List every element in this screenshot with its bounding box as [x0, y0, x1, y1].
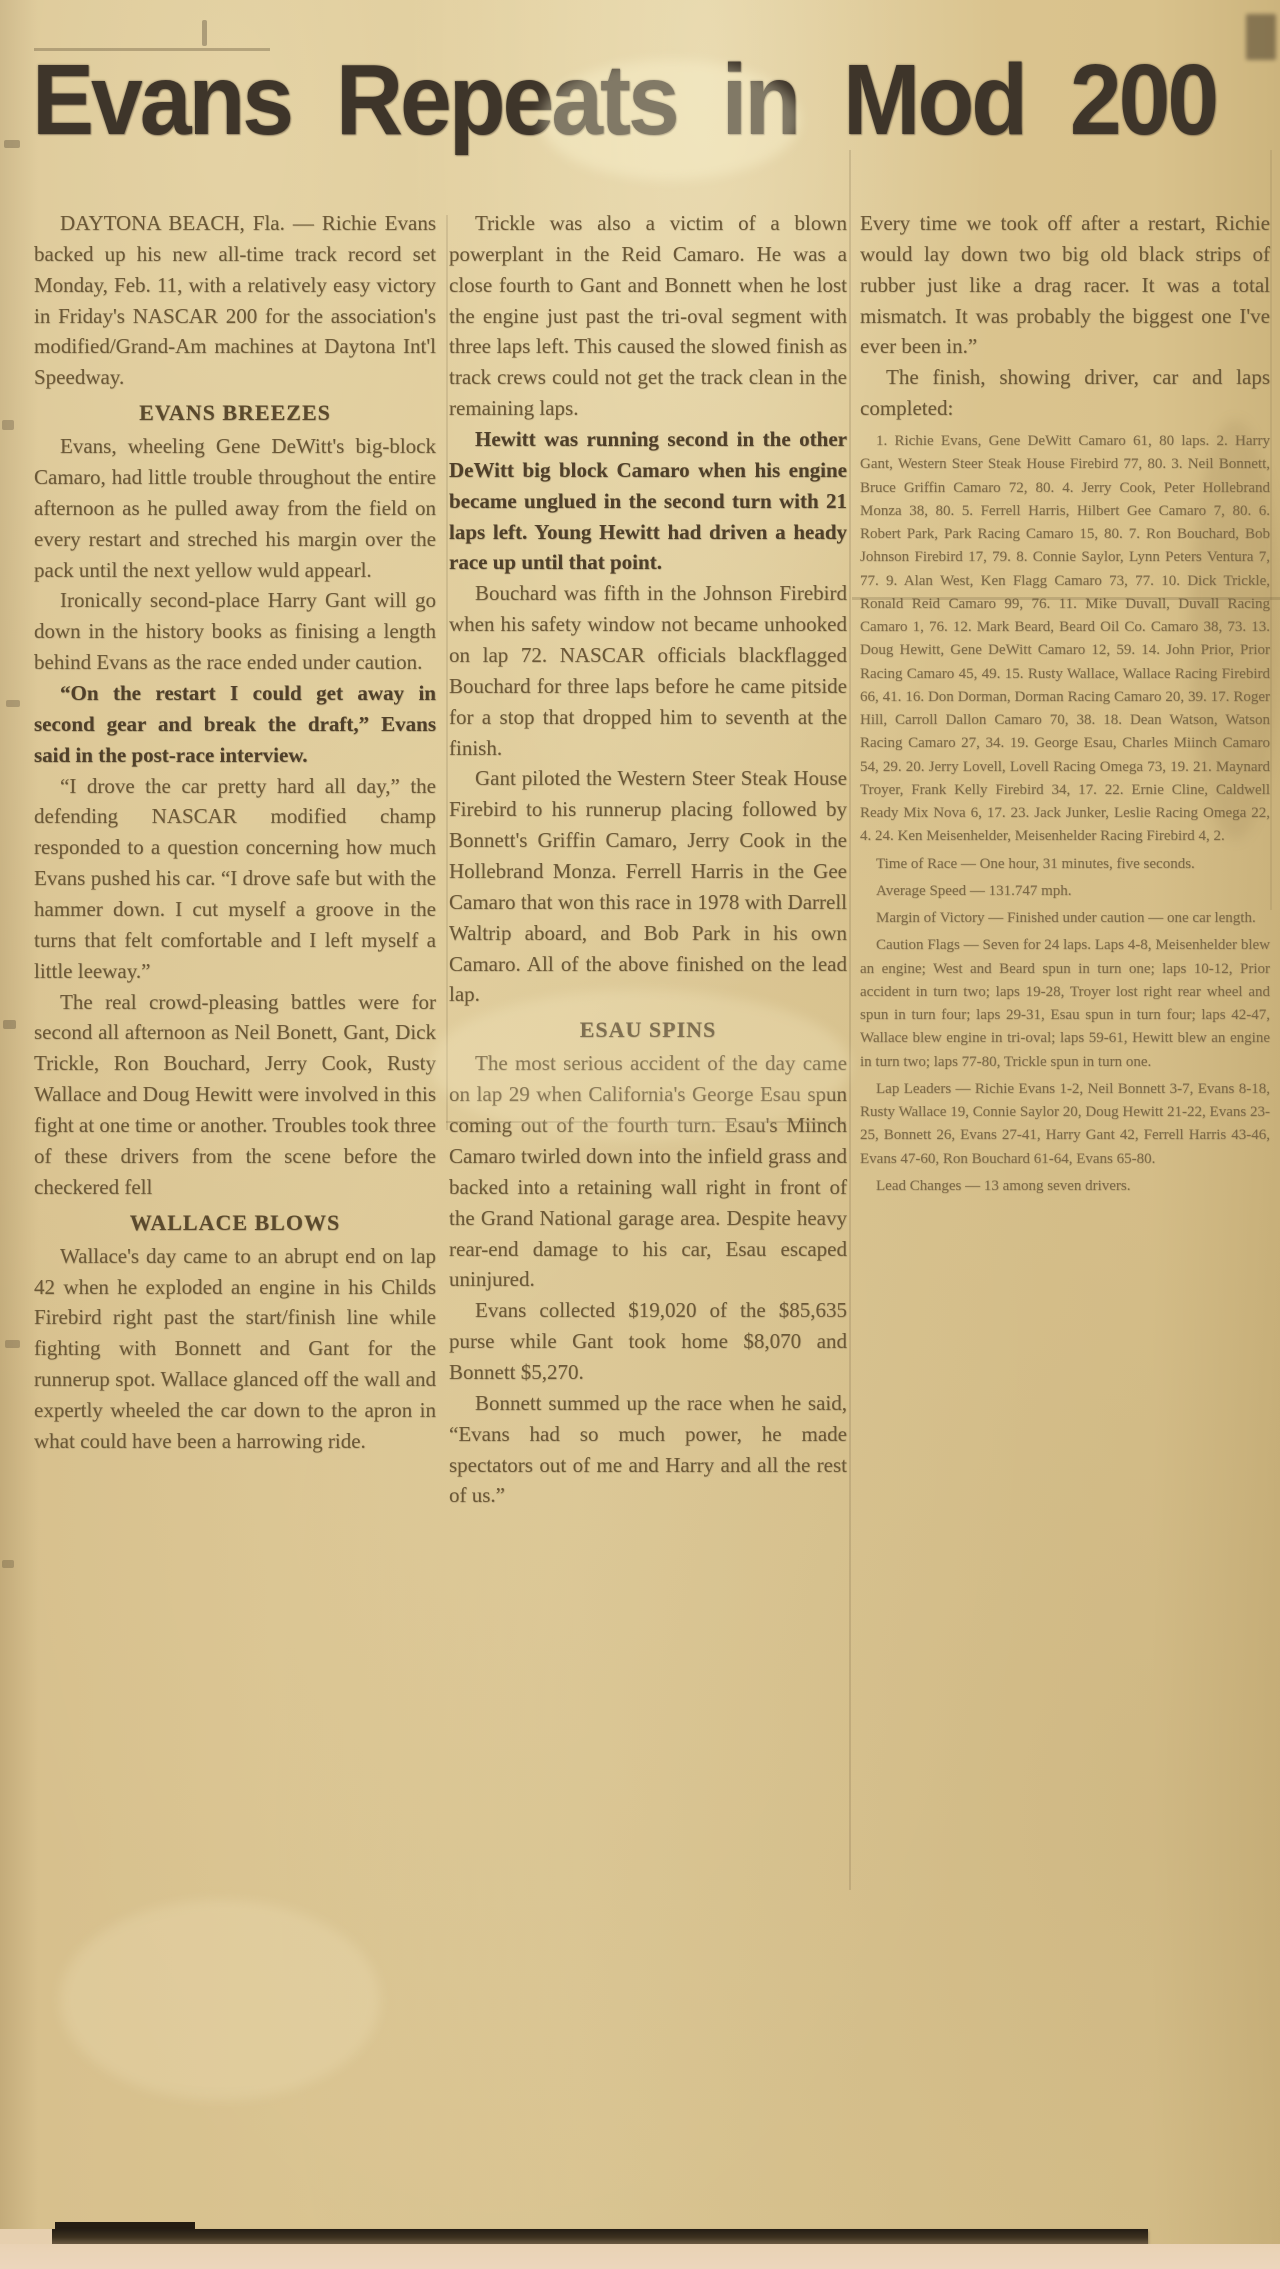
- paragraph: Bonnett summed up the race when he said, “Evans had so much power, he made spectators out of me and Harry and all the rest of us.”: [449, 1390, 847, 1508]
- edge-mark: [3, 1020, 16, 1029]
- caution-flags: Caution Flags — Seven for 24 laps. Laps 4-8, Meisenhelder blew an engine; West and Beard spun in turn one; laps 10-12, Prior accident in turn two; laps 19-28, Troyer lost right rear wheel and spun in turn four; laps 29-31, Esau spun in turn four; laps 42-47, Wallace blew engine in tri-oval; laps 59-61, Hewitt blew an engine in turn two; laps 77-80, Trickle spun in turn one.: [860, 937, 1270, 1070]
- paragraph: Wallace's day came to an abrupt end on lap 42 when he exploded an engine in his Childs Firebird right past the start/finish line while fighting with Bonnett and Gant for the runnerup spot. Wallace glanced off the wall and expertly wheeled the car down to the apron in what could have been a harrowing ride.: [34, 1243, 436, 1453]
- column-1: [34, 208, 436, 1511]
- column-rule: [446, 215, 448, 1130]
- paragraph: Trickle was also a victim of a blown powerplant in the Reid Camaro. He was a close fourth to Gant and Bonnett when he lost the engine just past the tri-oval segment with three laps left. This caused the slowed finish as track crews could not get the track clean in the remaining laps.: [449, 211, 847, 421]
- paragraph: The real crowd-pleasing battles were for second all afternoon as Neil Bonett, Gant, Dick Trickle, Ron Bouchard, Jerry Cook, Rusty Wallace and Doug Hewitt were involved in this fight at one time or another. Troubles took three of these drivers from the scene before the checkered fell: [34, 989, 436, 1199]
- average-speed: Average Speed — 131.747 mph.: [876, 882, 1072, 899]
- edge-mark: [2, 420, 14, 430]
- paper-stain: [60, 1900, 380, 2100]
- subhead-wallace-blows: WALLACE BLOWS: [129, 1209, 341, 1235]
- edge-mark: [4, 140, 20, 148]
- scan-background-strip: [0, 2244, 1280, 2269]
- paper-stain: [1190, 420, 1280, 840]
- edge-mark: [5, 1340, 20, 1348]
- headline: Evans Repeats in Mod 200: [32, 43, 1217, 156]
- paragraph-bold: Hewitt was running second in the other DeWitt big block Camaro when his engine became unglued in the second turn with 21 laps left. Young Hewitt had driven a heady race up until that point.: [449, 427, 847, 575]
- column-2: [449, 208, 847, 1511]
- lead-changes: Lead Changes — 13 among seven drivers.: [876, 1177, 1131, 1194]
- bottom-edge-bar: [52, 2229, 1148, 2244]
- article-columns: [34, 208, 1270, 1511]
- subhead-esau-spins: ESAU SPINS: [579, 1017, 717, 1043]
- paragraph: Gant piloted the Western Steer Steak House Firebird to his runnerup placing followed by Bonnett's Griffin Camaro, Jerry Cook in the Hollebrand Monza. Ferrell Harris in the Gee Camaro that won this race in 1978 with Darrell Waltrip aboard, and Bob Park in his own Camaro. All of the above finished on the lead lap.: [449, 766, 847, 1007]
- paragraph-quote-continuation: Every time we took off after a restart, Richie would lay down two big old black strips of rubber just like a drag racer. It was a total mismatch. It was probably the biggest one I've ever been in.”: [860, 211, 1270, 359]
- paragraph: Bouchard was fifth in the Johnson Firebird when his safety window not became unhooked on lap 72. NASCAR officials blackflagged Bouchard for three laps before he came pitside for a stop that dropped him to seventh at the finish.: [449, 581, 847, 760]
- paragraph-quote-bold: “On the restart I could get away in second gear and break the draft,” Evans said in the post-race interview.: [34, 681, 436, 767]
- corner-smudge: [1246, 14, 1276, 60]
- column-rule: [849, 150, 851, 1890]
- lap-leaders: Lap Leaders — Richie Evans 1-2, Neil Bonnett 3-7, Evans 8-18, Rusty Wallace 19, Connie Saylor 20, Doug Hewitt 21-22, Evans 23-25, Bonnett 26, Evans 27-41, Harry Gant 42, Ferrell Harris 43-46, Evans 47-60, Ron Bouchard 61-64, Evans 65-80.: [860, 1080, 1270, 1167]
- edge-mark: [6, 700, 20, 707]
- race-results: 1. Richie Evans, Gene DeWitt Camaro 61, 80 laps. 2. Harry Gant, Western Steer Steak House Firebird 77, 80. 3. Neil Bonnett, Bruce Griffin Camaro 72, 80. 4. Jerry Cook, Peter Hollebrand Monza 38, 80. 5. Ferrell Harris, Hilbert Gee Camaro 7, 80. 6. Robert Park, Park Racing Camaro 15, 80. 7. Ron Bouchard, Bob Johnson Firebird 17, 79. 8. Connie Saylor, Lynn Peters Ventura 7, 77. 9. Alan West, Ken Flagg Camaro 73, 77. 10. Dick Trickle, Ronald Reid Camaro 99, 76. 11. Mike Duvall, Duvall Racing Camaro 1, 76. 12. Mark Beard, Beard Oil Co. Camaro 38, 73. 13. Doug Hewitt, Gene DeWitt Camaro 12, 59. 14. John Prior, Prior Racing Camaro 45, 49. 15. Rusty Wallace, Wallace Racing Firebird 66, 41. 16. Don Dorman, Dorman Racing Camaro 20, 39. 17. Roger Hill, Carroll Dallon Camaro 70, 38. 18. Dean Watson, Watson Racing Camaro 27, 34. 19. George Esau, Charles Miinch Camaro 54, 29. 20. Jerry Lovell, Lovell Racing Omega 73, 19. 21. Maynard Troyer, Frank Kelly Firebird 34, 17. 22. Ernie Cline, Caldwell Ready Mix Nova 6, 17. 23. Jack Junker, Leslie Racing Omega 22, 4. 24. Ken Meisenhelder, Meisenhelder Racing Firebird 4, 2.: [860, 433, 1270, 845]
- edge-mark: [2, 1560, 14, 1568]
- time-of-race: Time of Race — One hour, 31 minutes, five seconds.: [876, 855, 1195, 872]
- paragraph: “I drove the car pretty hard all day,” the defending NASCAR modified champ responded to a question concerning how much Evans pushed his car. “I drove safe but with the hammer down. I cut myself a groove in the turns that felt comfortable and I left myself a little leeway.”: [34, 773, 436, 983]
- margin-of-victory: Margin of Victory — Finished under caution — one car length.: [876, 910, 1256, 927]
- paragraph: Evans collected $19,020 of the $85,635 purse while Gant took home $8,070 and Bonnett $5,270.: [449, 1298, 847, 1384]
- subhead-evans-breezes: EVANS BREEZES: [139, 400, 331, 426]
- paper-stain: [540, 60, 800, 180]
- paragraph: Ironically second-place Harry Gant will go down in the history books as finising a length behind Evans as the race ended under caution.: [34, 588, 436, 675]
- paragraph: Evans, wheeling Gene DeWitt's big-block Camaro, had little trouble throughout the entire afternoon as he pulled away from the field on every restart and streched his margin over the pack until the next yellow wuld appearl.: [34, 434, 436, 582]
- paper-stain: [430, 990, 850, 1140]
- column-3: [860, 208, 1270, 1511]
- paragraph-dateline: DAYTONA BEACH, Fla. — Richie Evans backed up his new all-time track record set Monday, Feb. 11, with a relatively easy victory in Friday's NASCAR 200 for the association's modified/Grand-Am machines at Daytona Int'l Speedway.: [34, 211, 436, 390]
- paragraph: The most serious accident of the day came on lap 29 when California's George Esau spun coming out of the fourth turn. Esau's Miinch Camaro twirled down into the infield grass and backed into a retaining wall right in front of the Grand National garage area. Despite heavy rear-end damage to his car, Esau escaped uninjured.: [449, 1051, 847, 1292]
- paragraph-results-intro: The finish, showing driver, car and laps completed:: [860, 365, 1270, 421]
